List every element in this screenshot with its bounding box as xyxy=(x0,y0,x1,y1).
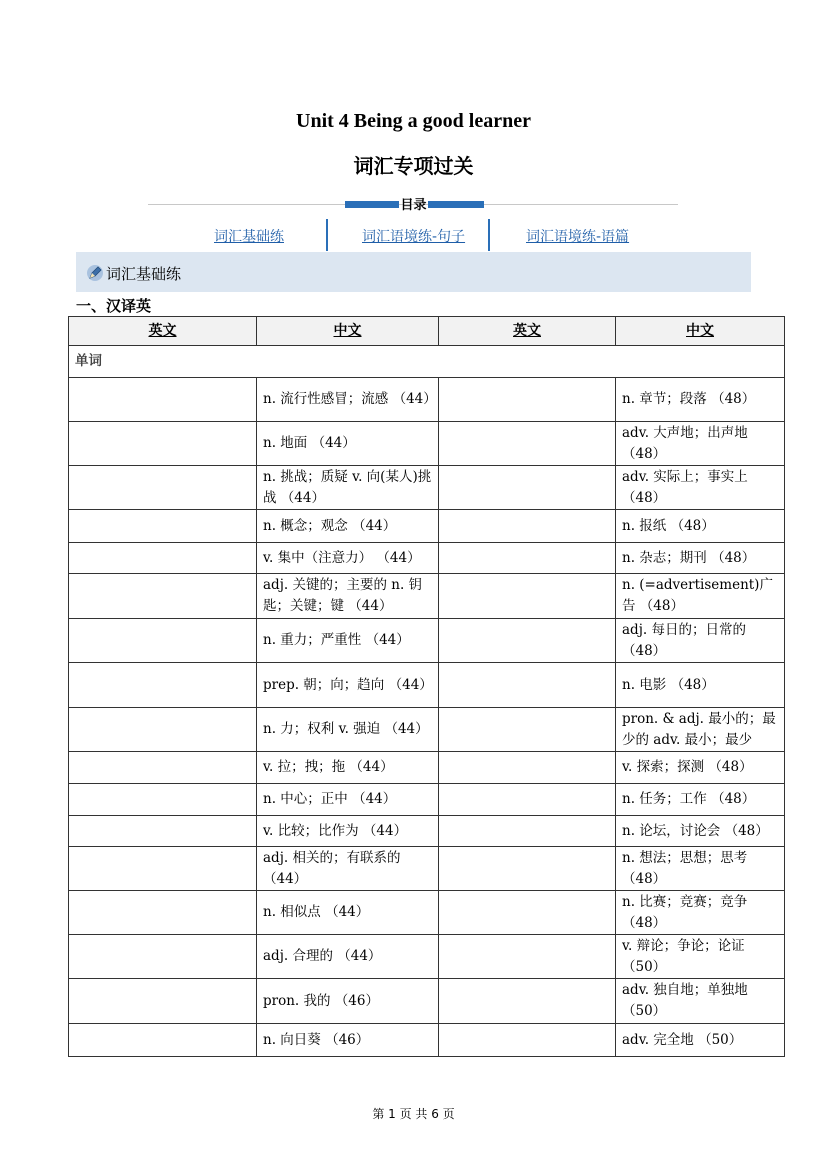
cell-chinese: adj. 相关的；有联系的 （44） xyxy=(257,847,439,891)
answer-cell-english[interactable] xyxy=(439,466,616,510)
answer-cell-english[interactable] xyxy=(69,891,257,935)
cell-chinese: n. 地面 （44） xyxy=(257,422,439,466)
toc-separator xyxy=(326,219,328,251)
table-row xyxy=(69,816,785,847)
table-row xyxy=(69,422,785,466)
cell-chinese: v. 比较；比作为 （44） xyxy=(257,816,439,847)
cell-chinese: n. 中心；正中 （44） xyxy=(257,784,439,816)
table-row xyxy=(69,847,785,891)
answer-cell-english[interactable] xyxy=(69,1024,257,1057)
answer-cell-english[interactable] xyxy=(439,935,616,979)
table-row xyxy=(69,466,785,510)
answer-cell-english[interactable] xyxy=(439,422,616,466)
cell-chinese: n. 概念；观念 （44） xyxy=(257,510,439,543)
answer-cell-english[interactable] xyxy=(439,663,616,708)
cell-chinese: pron. & adj. 最小的；最少的 adv. 最小；最少 xyxy=(616,708,785,752)
answer-cell-english[interactable] xyxy=(69,979,257,1024)
cell-chinese: n. 相似点 （44） xyxy=(257,891,439,935)
cell-chinese: v. 探索；探测 （48） xyxy=(616,752,785,784)
cell-chinese: v. 拉；拽；拖 （44） xyxy=(257,752,439,784)
cell-chinese: n. 报纸 （48） xyxy=(616,510,785,543)
table-row xyxy=(69,708,785,752)
table-row xyxy=(69,935,785,979)
answer-cell-english[interactable] xyxy=(69,784,257,816)
answer-cell-english[interactable] xyxy=(69,543,257,574)
table-row xyxy=(69,891,785,935)
toc-link-passage[interactable]: 词汇语境练-语篇 xyxy=(526,229,630,245)
answer-cell-english[interactable] xyxy=(69,663,257,708)
header-chinese: 中文 xyxy=(616,317,785,346)
table-row xyxy=(69,663,785,708)
cell-chinese: v. 集中（注意力） （44） xyxy=(257,543,439,574)
toc-accent-bar-left xyxy=(345,201,399,208)
cell-chinese: adv. 独自地；单独地 （50） xyxy=(616,979,785,1024)
cell-chinese: adv. 大声地；出声地 （48） xyxy=(616,422,785,466)
answer-cell-english[interactable] xyxy=(439,1024,616,1057)
answer-cell-english[interactable] xyxy=(69,847,257,891)
answer-cell-english[interactable] xyxy=(439,574,616,619)
toc-link-basic[interactable]: 词汇基础练 xyxy=(214,229,284,245)
answer-cell-english[interactable] xyxy=(439,891,616,935)
table-row xyxy=(69,510,785,543)
answer-cell-english[interactable] xyxy=(69,466,257,510)
cell-chinese: adj. 合理的 （44） xyxy=(257,935,439,979)
answer-cell-english[interactable] xyxy=(439,847,616,891)
cell-chinese: prep. 朝；向；趋向 （44） xyxy=(257,663,439,708)
cell-chinese: n. 比赛；竞赛；竞争 （48） xyxy=(616,891,785,935)
toc-label: 目录 xyxy=(400,198,427,213)
answer-cell-english[interactable] xyxy=(69,574,257,619)
cell-chinese: adv. 完全地 （50） xyxy=(616,1024,785,1057)
answer-cell-english[interactable] xyxy=(69,510,257,543)
cell-chinese: pron. 我的 （46） xyxy=(257,979,439,1024)
cell-chinese: n. 流行性感冒；流感 （44） xyxy=(257,378,439,422)
cell-chinese: n. 论坛，讨论会 （48） xyxy=(616,816,785,847)
table-row xyxy=(69,1024,785,1057)
page-footer: 第 1 页 共 6 页 xyxy=(372,1107,455,1121)
answer-cell-english[interactable] xyxy=(69,378,257,422)
cell-chinese: n. 挑战；质疑 v. 向(某人)挑战 （44） xyxy=(257,466,439,510)
answer-cell-english[interactable] xyxy=(69,422,257,466)
table-row xyxy=(69,574,785,619)
answer-cell-english[interactable] xyxy=(69,935,257,979)
cell-chinese: v. 辩论；争论；论证 （50） xyxy=(616,935,785,979)
answer-cell-english[interactable] xyxy=(69,752,257,784)
toc-accent-bar-right xyxy=(428,201,484,208)
group-label: 单词 xyxy=(69,346,785,378)
cell-chinese: n. 杂志；期刊 （48） xyxy=(616,543,785,574)
group-row xyxy=(69,346,785,378)
cell-chinese: n. 向日葵 （46） xyxy=(257,1024,439,1057)
pencil-icon xyxy=(86,264,104,282)
cell-chinese: adj. 每日的；日常的 （48） xyxy=(616,619,785,663)
answer-cell-english[interactable] xyxy=(439,510,616,543)
vocab-table xyxy=(68,316,785,1057)
cell-chinese: adj. 关键的；主要的 n. 钥匙；关键；键 （44） xyxy=(257,574,439,619)
part-title: 一、汉译英 xyxy=(76,297,152,315)
header-chinese: 中文 xyxy=(257,317,439,346)
answer-cell-english[interactable] xyxy=(439,708,616,752)
answer-cell-english[interactable] xyxy=(439,752,616,784)
answer-cell-english[interactable] xyxy=(439,543,616,574)
answer-cell-english[interactable] xyxy=(439,816,616,847)
page-subtitle: 词汇专项过关 xyxy=(353,154,474,178)
answer-cell-english[interactable] xyxy=(69,708,257,752)
cell-chinese: n. 任务；工作 （48） xyxy=(616,784,785,816)
table-row xyxy=(69,378,785,422)
cell-chinese: adv. 实际上；事实上 （48） xyxy=(616,466,785,510)
cell-chinese: n. 电影 （48） xyxy=(616,663,785,708)
page-title: Unit 4 Being a good learner xyxy=(296,110,531,132)
answer-cell-english[interactable] xyxy=(69,619,257,663)
cell-chinese: n. 章节；段落 （48） xyxy=(616,378,785,422)
cell-chinese: n. (=advertisement)广告 （48） xyxy=(616,574,785,619)
table-row xyxy=(69,979,785,1024)
table-row xyxy=(69,784,785,816)
answer-cell-english[interactable] xyxy=(69,816,257,847)
answer-cell-english[interactable] xyxy=(439,378,616,422)
answer-cell-english[interactable] xyxy=(439,784,616,816)
table-row xyxy=(69,543,785,574)
cell-chinese: n. 力；权利 v. 强迫 （44） xyxy=(257,708,439,752)
answer-cell-english[interactable] xyxy=(439,979,616,1024)
answer-cell-english[interactable] xyxy=(439,619,616,663)
toc-separator xyxy=(488,219,490,251)
table-row xyxy=(69,752,785,784)
header-english: 英文 xyxy=(439,317,616,346)
table-header-row xyxy=(69,317,785,346)
section-title: 词汇基础练 xyxy=(106,265,182,283)
cell-chinese: n. 重力；严重性 （44） xyxy=(257,619,439,663)
toc-link-sentences[interactable]: 词汇语境练-句子 xyxy=(362,229,466,245)
table-row xyxy=(69,619,785,663)
header-english: 英文 xyxy=(69,317,257,346)
cell-chinese: n. 想法；思想；思考 （48） xyxy=(616,847,785,891)
